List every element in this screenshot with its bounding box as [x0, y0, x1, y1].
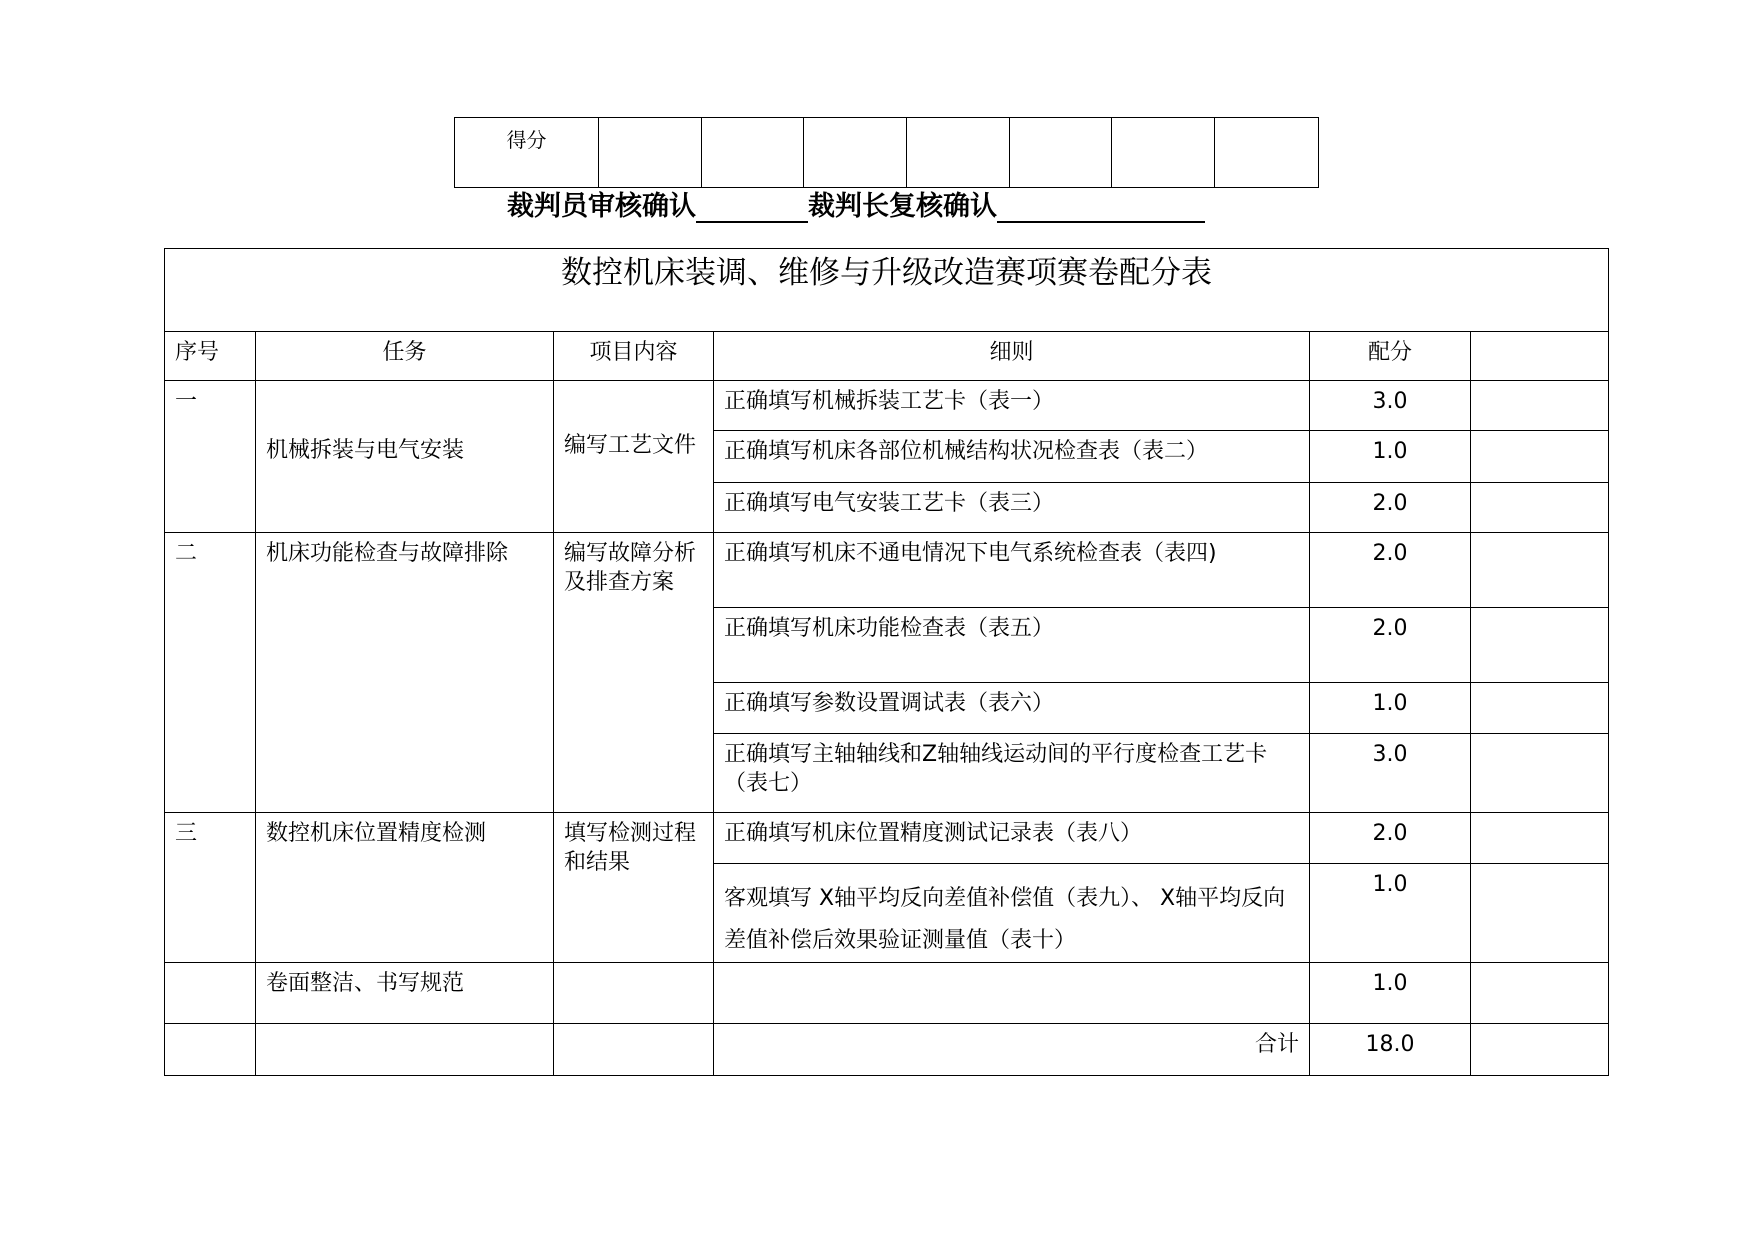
neatness-task: 卷面整洁、书写规范 [256, 963, 554, 1024]
signature-line [507, 184, 1205, 223]
actual-score-cell[interactable] [1471, 864, 1609, 963]
actual-score-cell[interactable] [1471, 431, 1609, 483]
empty-cell [165, 1024, 256, 1076]
score-label: 得分 [455, 118, 599, 188]
empty-cell [165, 963, 256, 1024]
detail-cell: 客观填写 X轴平均反向差值补偿值（表九）、 X轴平均反向差值补偿后效果验证测量值（表十） [714, 864, 1310, 963]
actual-score-cell[interactable] [1471, 608, 1609, 683]
score-value: 2.0 [1310, 533, 1471, 608]
score-value: 1.0 [1310, 683, 1471, 734]
score-table [454, 117, 1319, 188]
score-value: 2.0 [1310, 483, 1471, 533]
detail-cell: 正确填写机械拆装工艺卡（表一） [714, 381, 1310, 431]
detail-cell: 正确填写参数设置调试表（表六） [714, 683, 1310, 734]
table-title: 数控机床装调、维修与升级改造赛项赛卷配分表 [165, 249, 1609, 332]
table-row [165, 381, 1609, 431]
group-content: 填写检测过程和结果 [554, 813, 714, 963]
detail-cell: 正确填写机床功能检查表（表五） [714, 608, 1310, 683]
group-task: 机械拆装与电气安装 [256, 381, 554, 533]
table-row [165, 963, 1609, 1024]
score-value: 2.0 [1310, 813, 1471, 864]
detail-cell: 正确填写电气安装工艺卡（表三） [714, 483, 1310, 533]
detail-cell: 正确填写机床不通电情况下电气系统检查表（表四) [714, 533, 1310, 608]
header-no: 序号 [165, 332, 256, 381]
actual-score-cell[interactable] [1471, 813, 1609, 864]
header-row [165, 332, 1609, 381]
score-cell[interactable] [907, 118, 1010, 188]
score-value: 1.0 [1310, 864, 1471, 963]
header-content: 项目内容 [554, 332, 714, 381]
actual-score-cell[interactable] [1471, 533, 1609, 608]
score-value: 3.0 [1310, 734, 1471, 813]
referee-confirm-label: 裁判员审核确认 [507, 191, 696, 222]
group-task: 机床功能检查与故障排除 [256, 533, 554, 813]
score-cell[interactable] [702, 118, 804, 188]
header-blank [1471, 332, 1609, 381]
detail-cell: 正确填写机床位置精度测试记录表（表八） [714, 813, 1310, 864]
detail-cell: 正确填写机床各部位机械结构状况检查表（表二） [714, 431, 1310, 483]
actual-score-cell[interactable] [1471, 683, 1609, 734]
group-no: 一 [165, 381, 256, 533]
group-content: 编写工艺文件 [554, 381, 714, 533]
score-cell[interactable] [1010, 118, 1112, 188]
total-label: 合计 [714, 1024, 1310, 1076]
score-cell[interactable] [1215, 118, 1319, 188]
chief-signature-field[interactable] [997, 193, 1205, 223]
chief-confirm-label: 裁判长复核确认 [808, 191, 997, 222]
score-cell[interactable] [1112, 118, 1215, 188]
header-detail: 细则 [714, 332, 1310, 381]
group-no: 三 [165, 813, 256, 963]
score-value: 2.0 [1310, 608, 1471, 683]
score-value: 1.0 [1310, 431, 1471, 483]
score-value: 3.0 [1310, 381, 1471, 431]
actual-score-cell[interactable] [1471, 734, 1609, 813]
group-no: 二 [165, 533, 256, 813]
detail-cell: 正确填写主轴轴线和Z轴轴线运动间的平行度检查工艺卡（表七） [714, 734, 1310, 813]
group-content: 编写故障分析及排查方案 [554, 533, 714, 813]
total-row [165, 1024, 1609, 1076]
header-task: 任务 [256, 332, 554, 381]
empty-cell [554, 963, 714, 1024]
table-row [165, 533, 1609, 608]
group-task: 数控机床位置精度检测 [256, 813, 554, 963]
score-distribution-table [164, 248, 1609, 1076]
actual-score-cell[interactable] [1471, 483, 1609, 533]
header-score: 配分 [1310, 332, 1471, 381]
referee-signature-field[interactable] [696, 193, 808, 223]
table-row [165, 813, 1609, 864]
empty-cell [256, 1024, 554, 1076]
empty-cell [554, 1024, 714, 1076]
empty-cell [714, 963, 1310, 1024]
actual-total-cell[interactable] [1471, 1024, 1609, 1076]
actual-score-cell[interactable] [1471, 963, 1609, 1024]
score-value: 1.0 [1310, 963, 1471, 1024]
score-cell[interactable] [599, 118, 702, 188]
actual-score-cell[interactable] [1471, 381, 1609, 431]
total-score: 18.0 [1310, 1024, 1471, 1076]
score-cell[interactable] [804, 118, 907, 188]
